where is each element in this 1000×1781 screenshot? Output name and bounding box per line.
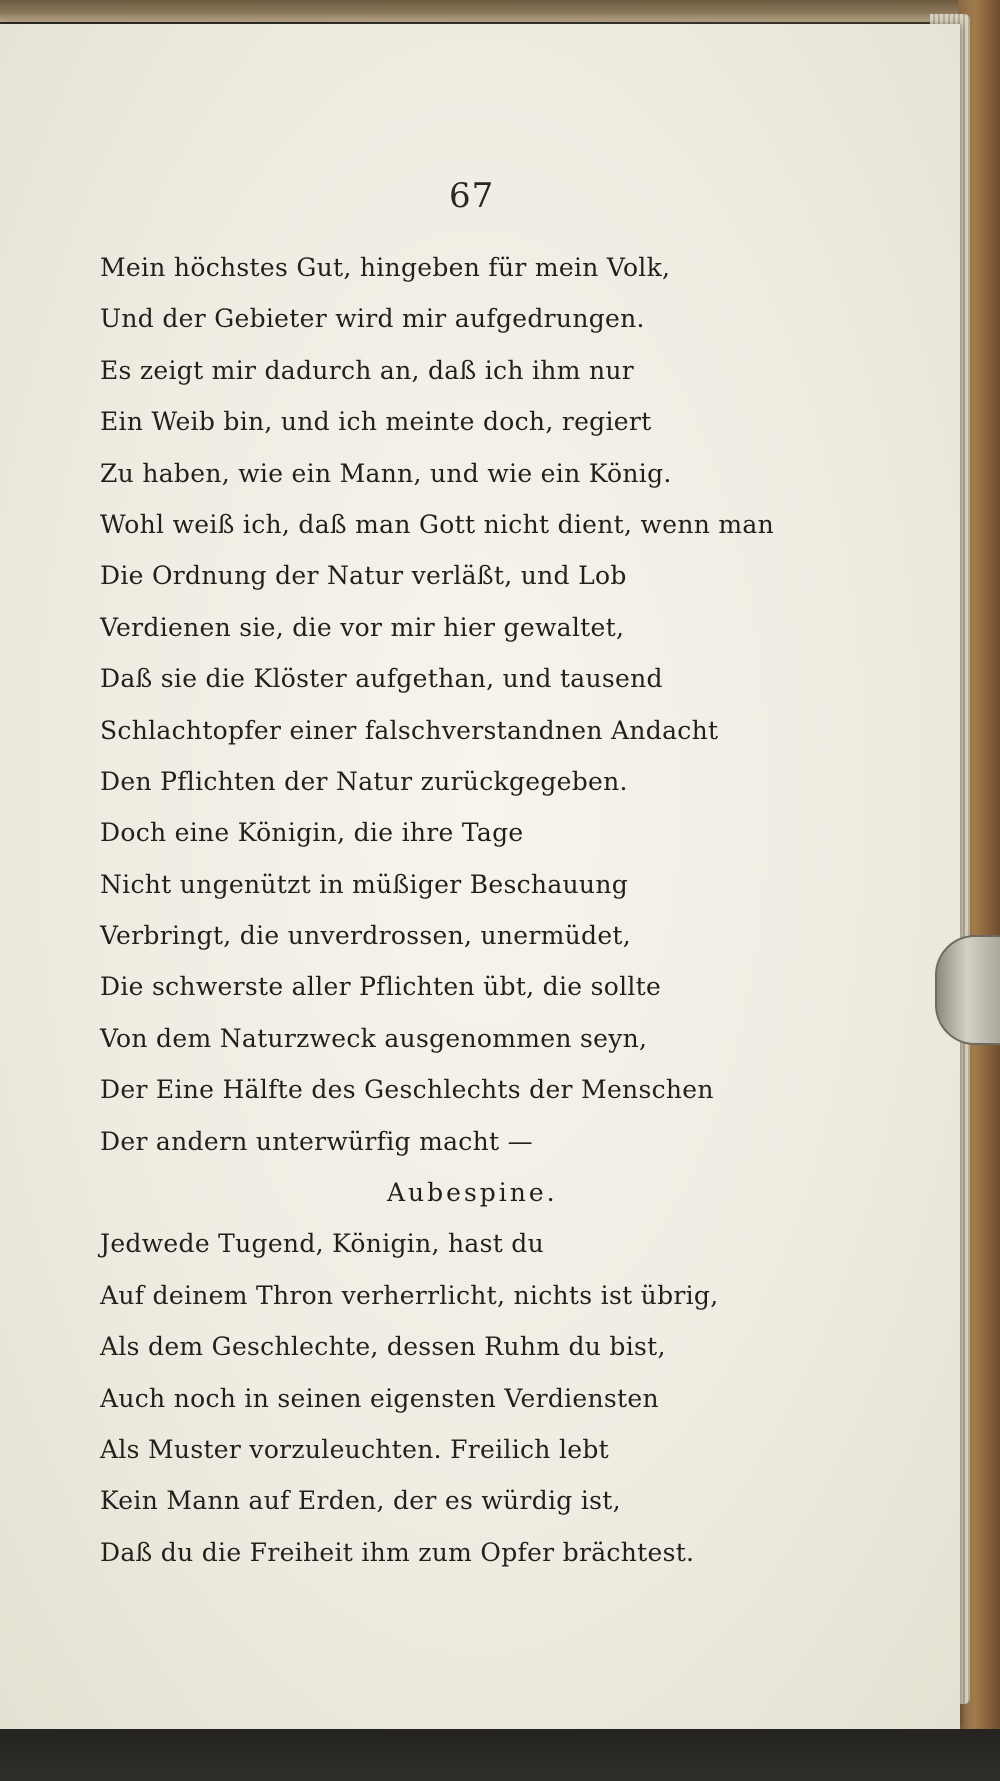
verse-line: Mein höchstes Gut, hingeben für mein Volk, (100, 253, 671, 282)
verse-line: Auch noch in seinen eigensten Verdiensten (100, 1383, 659, 1413)
verse-line: Der Eine Hälfte des Geschlechts der Menschen (100, 1075, 714, 1105)
book-bottom-shadow (0, 1729, 1000, 1781)
verse-line: Nicht ungenützt in müßiger Beschauung (100, 869, 629, 899)
book-page (0, 24, 960, 1729)
verse-line: Den Pflichten der Natur zurückgegeben. (100, 766, 628, 796)
verse-line: Doch eine Königin, die ihre Tage (100, 818, 524, 848)
verse-line: Wohl weiß ich, daß man Gott nicht dient, wenn man (100, 509, 774, 539)
verse-line: Schlachtopfer einer falschverstandnen Andacht (100, 715, 719, 745)
text-block (100, 242, 870, 1578)
verse-line: Als Muster vorzuleuchten. Freilich lebt (100, 1434, 609, 1464)
verse-line: Die schwerste aller Pflichten übt, die sollte (100, 972, 662, 1002)
verse-line: Ein Weib bin, und ich meinte doch, regiert (100, 407, 652, 437)
verse-line: Verbringt, die unverdrossen, unermüdet, (100, 921, 632, 951)
page-clip (935, 935, 1000, 1045)
verse-line: Zu haben, wie ein Mann, und wie ein König. (100, 458, 672, 488)
verse-line: Kein Mann auf Erden, der es würdig ist, (100, 1486, 621, 1516)
verse-line: Von dem Naturzweck ausgenommen seyn, (100, 1023, 648, 1053)
page-number: 67 (449, 176, 495, 216)
verse-line: Die Ordnung der Natur verläßt, und Lob (100, 561, 627, 591)
book-top-edge (0, 0, 1000, 22)
verse-line: Daß du die Freiheit ihm zum Opfer brächtest. (100, 1537, 695, 1567)
verse-line: Auf deinem Thron verherrlicht, nichts ist übrig, (100, 1280, 719, 1310)
verse-line: Als dem Geschlechte, dessen Ruhm du bist, (100, 1332, 666, 1362)
verse-line: Und der Gebieter wird mir aufgedrungen. (100, 304, 645, 334)
verse-line: Daß sie die Klöster aufgethan, und tausend (100, 664, 663, 694)
verse-line: Es zeigt mir dadurch an, daß ich ihm nur (100, 355, 634, 385)
speaker-name: Aubespine. (387, 1178, 558, 1208)
verse-line: Verdienen sie, die vor mir hier gewaltet, (100, 612, 625, 642)
verse-line: Jedwede Tugend, Königin, hast du (100, 1229, 545, 1259)
verse-line: Der andern unterwürfig macht — (100, 1126, 533, 1156)
